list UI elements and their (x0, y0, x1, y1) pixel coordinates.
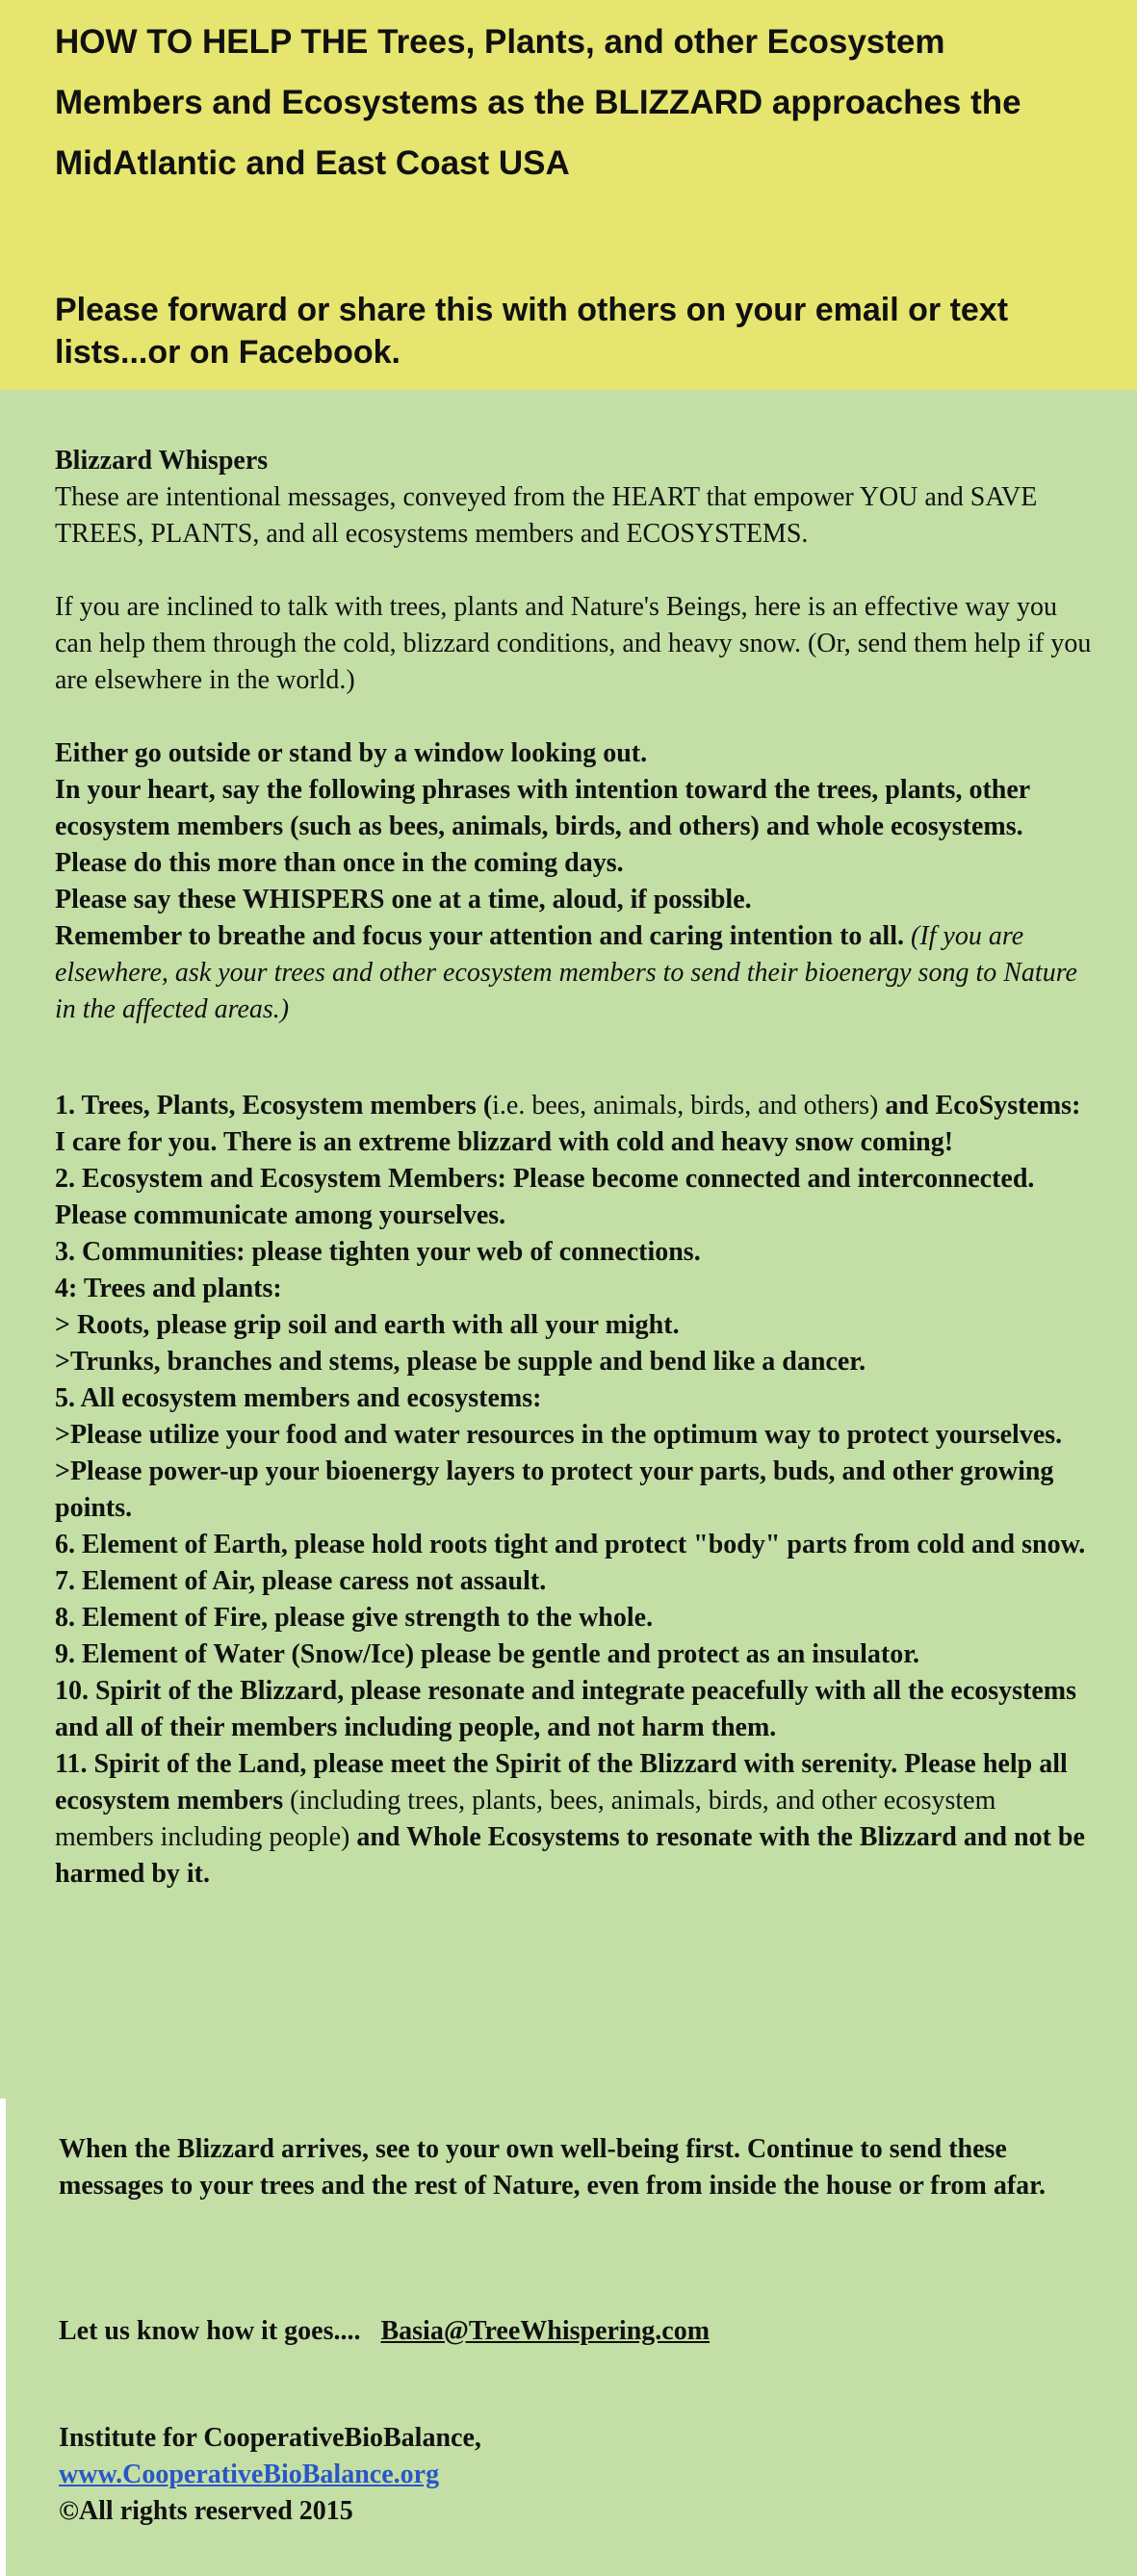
org-name: Institute for CooperativeBioBalance, (59, 2423, 481, 2453)
instruction-line: In your heart, say the following phrases with intention toward the trees, plants, other ecosystem members (such as bees, animals, birds, and others) and whole ecosystems. (55, 775, 1030, 841)
intro-text: These are intentional messages, conveyed from the HEART that empower YOU and SAVE TREES, PLANTS, and all ecosystems members and ECOSYSTEMS. (55, 482, 1038, 549)
whisper-subitem: > Roots, please grip soil and earth with all your might. (55, 1310, 680, 1340)
instruction-line (55, 918, 1095, 1028)
whisper-aside: i.e. bees, animals, birds, and others) (492, 1091, 879, 1121)
whisper-item: 2. Ecosystem and Ecosystem Members: Please become connected and interconnected. Please communicate among yourselves. (55, 1164, 1035, 1230)
instruction-text: Remember to breathe and focus your attention and caring intention to all. (55, 921, 904, 951)
header-banner (0, 0, 1137, 390)
instruction-line: Either go outside or stand by a window looking out. (55, 738, 648, 768)
whisper-item: 5. All ecosystem members and ecosystems: (55, 1383, 542, 1413)
page-title: HOW TO HELP THE Trees, Plants, and other Ecosystem Members and Ecosystems as the BLIZZARD approaches the MidAtlantic and East Coast USA (55, 23, 1021, 182)
whisper-item: 4: Trees and plants: (55, 1274, 282, 1303)
whisper-item (55, 1088, 1095, 1161)
instruction-line: Please say these WHISPERS one at a time, aloud, if possible. (55, 885, 752, 914)
closing-paragraph: When the Blizzard arrives, see to your own well-being first. Continue to send these messages to your trees and the rest of Nature, even from inside the house or from afar. (59, 2134, 1047, 2201)
whisper-subitem: >Please power-up your bioenergy layers to protect your parts, buds, and other growing points. (55, 1456, 1054, 1523)
whisper-text: 1. Trees, Plants, Ecosystem members ( (55, 1091, 493, 1121)
whisper-item: 9. Element of Water (Snow/Ice) please be gentle and protect as an insulator. (55, 1639, 920, 1669)
whisper-item: 6. Element of Earth, please hold roots tight and protect "body" parts from cold and snow. (55, 1530, 1086, 1559)
whisper-item: 8. Element of Fire, please give strength to the whole. (55, 1603, 654, 1633)
whisper-item: 10. Spirit of the Blizzard, please resonate and integrate peacefully with all the ecosystems and all of their members including people, and not harm them. (55, 1676, 1077, 1742)
footer (59, 2420, 1079, 2530)
whisper-subitem: >Please utilize your food and water resources in the optimum way to protect yourselves. (55, 1420, 1063, 1450)
whisper-item: 7. Element of Air, please caress not assault. (55, 1566, 547, 1596)
contact-line (59, 2313, 1079, 2350)
whisper-aside: (including trees, plants, bees, animals, birds, and other ecosystem members including people) (55, 1786, 996, 1852)
share-note: Please forward or share this with others on your email or text lists...or on Facebook. (55, 292, 1009, 371)
whispers-list (55, 1088, 1095, 1893)
inclined-paragraph: If you are inclined to talk with trees, plants and Nature's Beings, here is an effective way you can help them through the cold, blizzard conditions, and heavy snow. (Or, send them help if you are elsewhere in the world.) (55, 592, 1092, 695)
whisper-text: and EcoSystems: I care for you. There is an extreme blizzard with cold and heavy snow coming! (55, 1091, 1081, 1157)
instruction-italic-note: (If you are elsewhere, ask your trees and other ecosystem members to send their bioenergy song to Nature in the affected areas.) (55, 921, 1077, 1024)
instructions-section (55, 735, 1095, 1028)
contact-prefix: Let us know how it goes.... (59, 2316, 361, 2346)
instruction-line: Please do this more than once in the coming days. (55, 848, 624, 878)
whisper-text: 11. Spirit of the Land, please meet the Spirit of the Blizzard with serenity. Please help all ecosystem members (55, 1749, 1068, 1816)
website-link[interactable]: www.CooperativeBioBalance.org (59, 2460, 440, 2489)
whisper-subitem: >Trunks, branches and stems, please be supple and bend like a dancer. (55, 1347, 866, 1377)
whisper-item (55, 1746, 1095, 1893)
whisper-item: 3. Communities: please tighten your web of connections. (55, 1237, 701, 1267)
intro-heading: Blizzard Whispers (55, 446, 269, 476)
email-link[interactable]: Basia@TreeWhispering.com (380, 2316, 711, 2346)
copyright-notice: ©All rights reserved 2015 (59, 2496, 353, 2526)
whisper-text: and Whole Ecosystems to resonate with the Blizzard and not be harmed by it. (55, 1822, 1085, 1889)
intro-section (55, 443, 1095, 553)
